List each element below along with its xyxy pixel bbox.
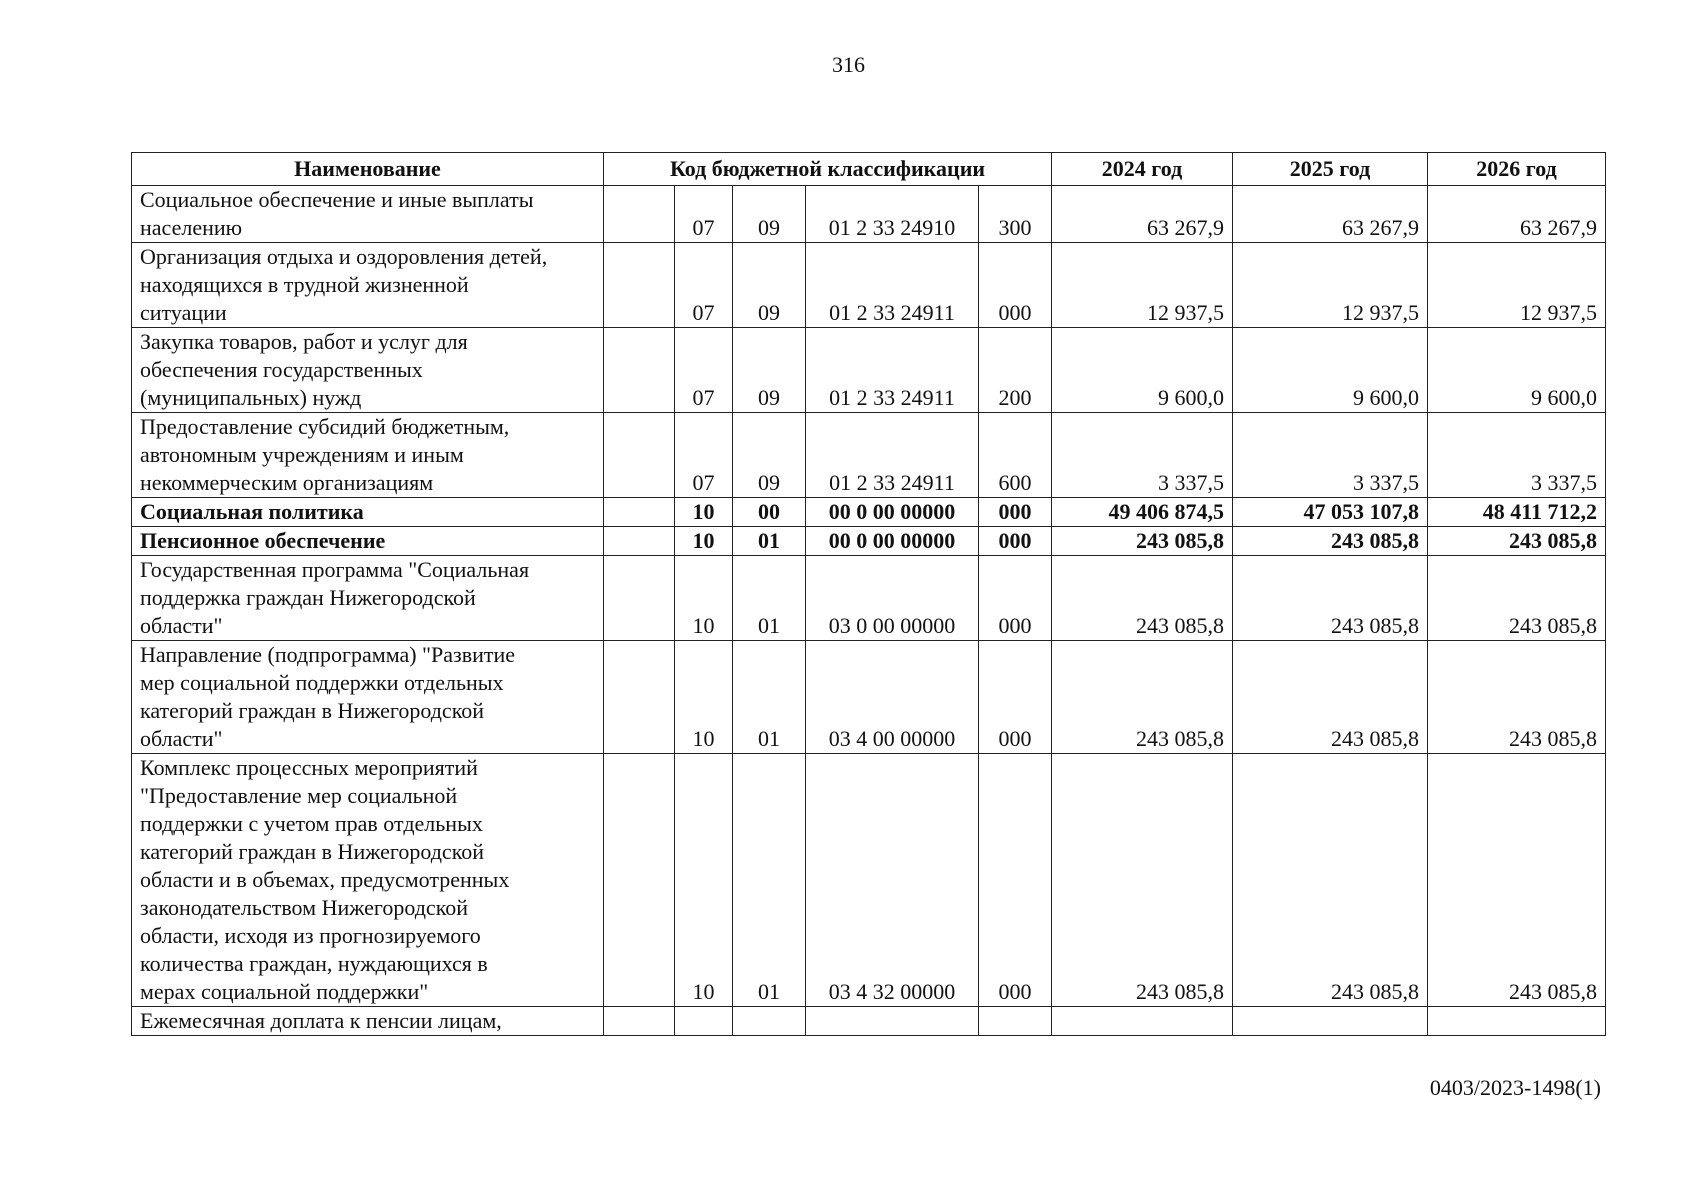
cell-code-chapter <box>604 1007 675 1036</box>
header-2025: 2025 год <box>1233 153 1428 186</box>
cell-code-expense-type: 000 <box>979 641 1052 754</box>
table-row <box>132 328 1606 413</box>
cell-code-chapter <box>604 641 675 754</box>
cell-2024: 63 267,9 <box>1052 186 1233 243</box>
cell-2024: 9 600,0 <box>1052 328 1233 413</box>
cell-code-chapter <box>604 498 675 527</box>
cell-2024: 243 085,8 <box>1052 754 1233 1007</box>
cell-code-target: 03 0 00 00000 <box>806 556 979 641</box>
cell-name: Направление (подпрограмма) "Развитие мер социальной поддержки отдельных категорий граждан в Нижегородской области" <box>132 641 604 754</box>
cell-code-target: 03 4 32 00000 <box>806 754 979 1007</box>
cell-code-section: 07 <box>675 186 733 243</box>
cell-code-section <box>675 1007 733 1036</box>
table-row <box>132 243 1606 328</box>
cell-code-subsection: 09 <box>733 243 806 328</box>
cell-code-target: 03 4 00 00000 <box>806 641 979 754</box>
table-body <box>132 186 1606 1036</box>
cell-2024: 49 406 874,5 <box>1052 498 1233 527</box>
cell-code-chapter <box>604 556 675 641</box>
cell-code-section: 07 <box>675 243 733 328</box>
cell-name: Предоставление субсидий бюджетным, автономным учреждениям и иным некоммерческим организациям <box>132 413 604 498</box>
table-row <box>132 413 1606 498</box>
table-row <box>132 186 1606 243</box>
cell-code-expense-type: 000 <box>979 243 1052 328</box>
cell-2024: 243 085,8 <box>1052 556 1233 641</box>
cell-2025: 3 337,5 <box>1233 413 1428 498</box>
cell-code-expense-type <box>979 1007 1052 1036</box>
document-code: 0403/2023-1498(1) <box>1429 1075 1601 1100</box>
cell-code-subsection: 00 <box>733 498 806 527</box>
cell-code-section: 10 <box>675 498 733 527</box>
cell-code-expense-type: 000 <box>979 556 1052 641</box>
cell-name: Ежемесячная доплата к пенсии лицам, <box>132 1007 604 1036</box>
cell-code-subsection: 01 <box>733 527 806 556</box>
cell-code-target: 00 0 00 00000 <box>806 527 979 556</box>
cell-code-subsection: 09 <box>733 413 806 498</box>
table-header-row <box>132 153 1606 186</box>
cell-code-section: 10 <box>675 527 733 556</box>
cell-code-section: 10 <box>675 641 733 754</box>
cell-2024: 3 337,5 <box>1052 413 1233 498</box>
cell-code-subsection <box>733 1007 806 1036</box>
cell-code-section: 07 <box>675 413 733 498</box>
cell-code-target <box>806 1007 979 1036</box>
cell-code-chapter <box>604 243 675 328</box>
cell-name: Организация отдыха и оздоровления детей, находящихся в трудной жизненной ситуации <box>132 243 604 328</box>
cell-code-expense-type: 000 <box>979 498 1052 527</box>
cell-2026: 63 267,9 <box>1428 186 1606 243</box>
header-2024: 2024 год <box>1052 153 1233 186</box>
cell-code-target: 01 2 33 24910 <box>806 186 979 243</box>
cell-2025: 9 600,0 <box>1233 328 1428 413</box>
cell-2025: 12 937,5 <box>1233 243 1428 328</box>
cell-2026: 9 600,0 <box>1428 328 1606 413</box>
cell-code-chapter <box>604 328 675 413</box>
table-row <box>132 1007 1606 1036</box>
table-row <box>132 641 1606 754</box>
cell-2025: 243 085,8 <box>1233 641 1428 754</box>
cell-name: Социальная политика <box>132 498 604 527</box>
header-name: Наименование <box>132 153 604 186</box>
cell-code-target: 01 2 33 24911 <box>806 243 979 328</box>
cell-code-expense-type: 200 <box>979 328 1052 413</box>
cell-code-subsection: 09 <box>733 328 806 413</box>
cell-2026: 243 085,8 <box>1428 641 1606 754</box>
cell-2026 <box>1428 1007 1606 1036</box>
cell-2026: 3 337,5 <box>1428 413 1606 498</box>
header-2026: 2026 год <box>1428 153 1606 186</box>
cell-code-section: 07 <box>675 328 733 413</box>
cell-code-target: 01 2 33 24911 <box>806 328 979 413</box>
cell-code-chapter <box>604 186 675 243</box>
cell-2025: 47 053 107,8 <box>1233 498 1428 527</box>
cell-code-section: 10 <box>675 556 733 641</box>
cell-2026: 243 085,8 <box>1428 754 1606 1007</box>
cell-2025: 243 085,8 <box>1233 556 1428 641</box>
cell-name: Социальное обеспечение и иные выплаты населению <box>132 186 604 243</box>
cell-2025 <box>1233 1007 1428 1036</box>
cell-2024 <box>1052 1007 1233 1036</box>
cell-code-subsection: 09 <box>733 186 806 243</box>
cell-name: Закупка товаров, работ и услуг для обеспечения государственных (муниципальных) нужд <box>132 328 604 413</box>
table-row <box>132 556 1606 641</box>
cell-2026: 243 085,8 <box>1428 527 1606 556</box>
cell-code-target: 00 0 00 00000 <box>806 498 979 527</box>
cell-code-subsection: 01 <box>733 754 806 1007</box>
table-row <box>132 498 1606 527</box>
table-row <box>132 527 1606 556</box>
page-number: 316 <box>832 52 865 77</box>
cell-code-chapter <box>604 527 675 556</box>
cell-code-chapter <box>604 413 675 498</box>
cell-code-chapter <box>604 754 675 1007</box>
cell-2024: 243 085,8 <box>1052 527 1233 556</box>
cell-code-subsection: 01 <box>733 641 806 754</box>
cell-code-target: 01 2 33 24911 <box>806 413 979 498</box>
cell-code-expense-type: 000 <box>979 527 1052 556</box>
cell-2025: 243 085,8 <box>1233 527 1428 556</box>
cell-2025: 63 267,9 <box>1233 186 1428 243</box>
cell-code-expense-type: 300 <box>979 186 1052 243</box>
header-code: Код бюджетной классификации <box>604 153 1052 186</box>
cell-2024: 12 937,5 <box>1052 243 1233 328</box>
budget-table <box>131 152 1606 1036</box>
cell-2026: 12 937,5 <box>1428 243 1606 328</box>
cell-name: Пенсионное обеспечение <box>132 527 604 556</box>
cell-2026: 48 411 712,2 <box>1428 498 1606 527</box>
cell-code-section: 10 <box>675 754 733 1007</box>
cell-2026: 243 085,8 <box>1428 556 1606 641</box>
cell-code-subsection: 01 <box>733 556 806 641</box>
cell-2024: 243 085,8 <box>1052 641 1233 754</box>
table-row <box>132 754 1606 1007</box>
cell-code-expense-type: 600 <box>979 413 1052 498</box>
cell-name: Государственная программа "Социальная поддержка граждан Нижегородской области" <box>132 556 604 641</box>
cell-2025: 243 085,8 <box>1233 754 1428 1007</box>
cell-name: Комплекс процессных мероприятий "Предоставление мер социальной поддержки с учетом прав отдельных категорий граждан в Нижегородской области и в объемах, предусмотренных законодательством Нижегородской области, исходя из прогнозируемого количества граждан, нуждающихся в мерах социальной поддержки" <box>132 754 604 1007</box>
cell-code-expense-type: 000 <box>979 754 1052 1007</box>
